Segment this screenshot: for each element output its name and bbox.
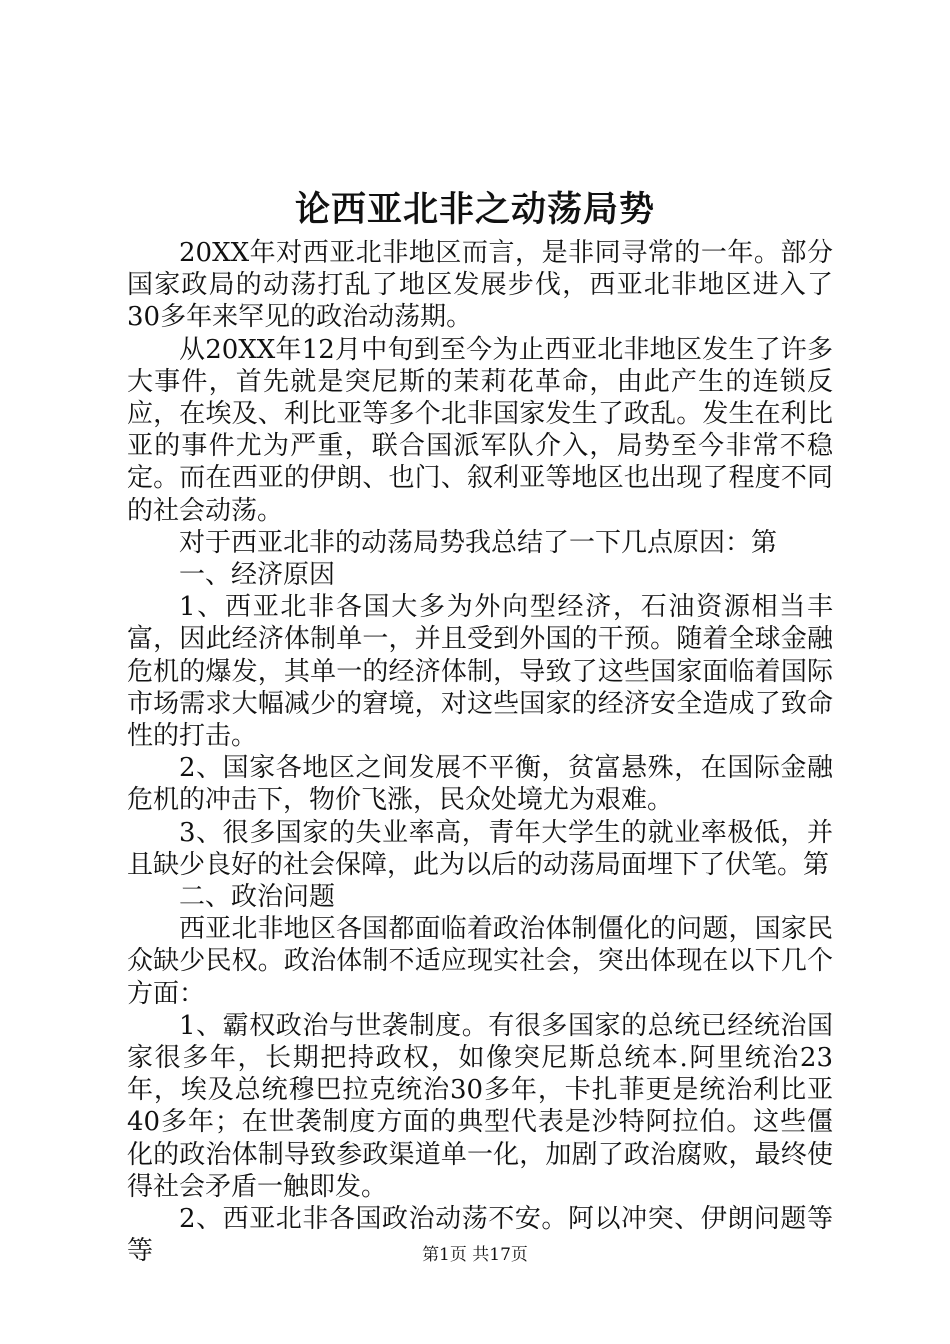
- page-number-footer: 第1页 共17页: [422, 1245, 528, 1265]
- paragraph: 3、很多国家的失业率高，青年大学生的就业率极低，并且缺少良好的社会保障，此为以后的动荡局面埋下了伏笔。第: [127, 817, 833, 880]
- paragraph: 对于西亚北非的动荡局势我总结了一下几点原因：第: [179, 527, 778, 558]
- document-title: 论西亚北非之动荡局势: [294, 189, 655, 230]
- section-heading: 二、政治问题: [179, 882, 336, 913]
- paragraph: 2、国家各地区之间发展不平衡，贫富悬殊，在国际金融危机的冲击下，物价飞涨，民众处境尤为艰难。: [127, 753, 833, 816]
- paragraph: 1、霸权政治与世袭制度。有很多国家的总统已经统治国家很多年，长期把持政权，如像突尼斯总统本.阿里统治23年，埃及总统穆巴拉克统治30多年，卡扎菲更是统治利比亚40多年；在世袭制度方面的典型代表是沙特阿拉伯。这些僵化的政治体制导致参政渠道单一化，加剧了政治腐败，最终使得社会矛盾一触即发。: [127, 1010, 833, 1202]
- paragraph: 西亚北非地区各国都面临着政治体制僵化的问题，国家民众缺少民权。政治体制不适应现实社会，突出体现在以下几个方面：: [127, 914, 833, 1009]
- document-body: [127, 237, 833, 1268]
- paragraph: 从20XX年12月中旬到至今为止西亚北非地区发生了许多大事件，首先就是突尼斯的茉莉花革命，由此产生的连锁反应，在埃及、利比亚等多个北非国家发生了政乱。发生在利比亚的事件尤为严重，联合国派军队介入，局势至今非常不稳定。而在西亚的伊朗、也门、叙利亚等地区也出现了程度不同的社会动荡。: [127, 334, 833, 526]
- paragraph: 20XX年对西亚北非地区而言，是非同寻常的一年。部分国家政局的动荡打乱了地区发展步伐，西亚北非地区进入了30多年来罕见的政治动荡期。: [127, 238, 833, 333]
- section-heading: 一、经济原因: [179, 560, 336, 591]
- paragraph: 1、西亚北非各国大多为外向型经济，石油资源相当丰富，因此经济体制单一，并且受到外国的干预。随着全球金融危机的爆发，其单一的经济体制，导致了这些国家面临着国际市场需求大幅减少的窘境，对这些国家的经济安全造成了致命性的打击。: [127, 592, 833, 752]
- paragraph: 2、西亚北非各国政治动荡不安。阿以冲突、伊朗问题等等: [127, 1204, 833, 1267]
